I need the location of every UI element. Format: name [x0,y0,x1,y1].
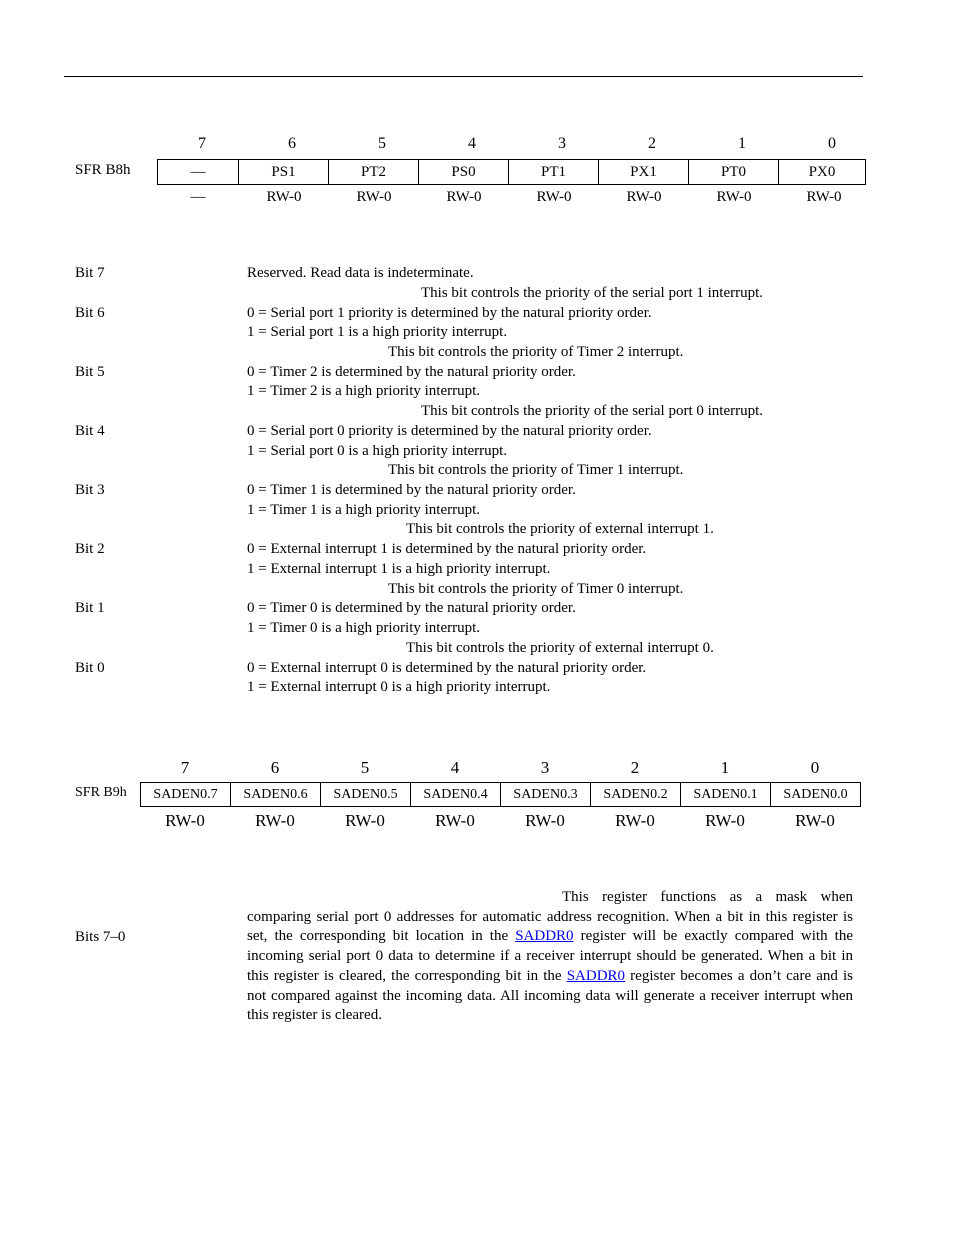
access-value: RW-0 [446,189,482,205]
bit-label: Bit 5 [75,364,105,380]
bit-number: 4 [468,135,476,152]
register-bit-cell: PS1 [239,160,329,185]
access-value: RW-0 [615,811,655,830]
bit-number: 1 [720,758,730,777]
register-bit-cell: SADEN0.0 [771,783,861,807]
access-value: RW-0 [255,811,295,830]
bit-description-heading: This bit controls the priority of external interrupt 0. [406,640,714,656]
register1-label: SFR B8h [75,162,131,178]
bit-description-line: 0 = Timer 0 is determined by the natural priority order. [247,600,576,616]
register-bit-cell: SADEN0.4 [411,783,501,807]
bit-number: 2 [648,135,656,152]
bit-description-heading: This bit controls the priority of Timer 2 interrupt. [388,344,684,360]
access-value: — [190,189,206,205]
bit-description-line: 0 = Serial port 1 priority is determined by the natural priority order. [247,305,652,321]
access-value: RW-0 [536,189,572,205]
bit-description-heading: This bit controls the priority of external interrupt 1. [406,521,714,537]
bit-description-line: 0 = External interrupt 1 is determined by the natural priority order. [247,541,647,557]
saddr0-link[interactable]: SADDR0 [515,928,574,945]
access-value: RW-0 [165,811,205,830]
bit-number: 5 [360,758,370,777]
register-bit-cell: SADEN0.1 [681,783,771,807]
register1-bit-numbers [157,135,877,153]
bit-number: 7 [180,758,190,777]
bit-description-line: 1 = Serial port 0 is a high priority interrupt. [247,443,508,459]
bit-number: 3 [558,135,566,152]
register-bit-cell: SADEN0.6 [231,783,321,807]
bit-number: 6 [270,758,280,777]
bit-description-line: 1 = Timer 1 is a high priority interrupt. [247,502,481,518]
access-value: RW-0 [356,189,392,205]
register2-bit-numbers [140,758,860,778]
bit-description-line: 0 = Timer 1 is determined by the natural priority order. [247,482,576,498]
header-rule [64,76,863,77]
bit-description-heading: This bit controls the priority of Timer 0 interrupt. [388,581,684,597]
access-value: RW-0 [716,189,752,205]
bit-description-line: 1 = External interrupt 1 is a high priority interrupt. [247,561,551,577]
bit-description-heading: This bit controls the priority of Timer 1 interrupt. [388,462,684,478]
bit-label: Bit 1 [75,600,105,616]
bit-label: Bit 4 [75,423,105,439]
bit-label: Bit 7 [75,265,105,281]
bit-label: Bits 7–0 [75,929,126,945]
register-bit-cell: PX0 [779,160,866,185]
access-value: RW-0 [525,811,565,830]
bit-number: 3 [540,758,550,777]
register-bit-cell: SADEN0.5 [321,783,411,807]
bit-description-line: 0 = External interrupt 0 is determined by the natural priority order. [247,660,647,676]
register2-label: SFR B9h [75,785,127,800]
saden-intro: This register functions as a mask when [562,889,853,905]
saden-text-1: comparing serial port 0 addresses for automatic address recognition. When a bit in this register is set, the corresponding bit location in the [247,908,853,945]
bit-description-heading: This bit controls the priority of the serial port 1 interrupt. [421,285,764,301]
register2-table [140,782,861,807]
bit-description-line: 1 = External interrupt 0 is a high priority interrupt. [247,679,551,695]
saden-text-3: register becomes a don’t care and is not compared against the incoming data. All incoming data will generate a receiver interrupt when this register is cleared. [247,967,853,1024]
access-value: RW-0 [435,811,475,830]
bit-label: Bit 3 [75,482,105,498]
register-bit-cell: SADEN0.3 [501,783,591,807]
bit-label: Bit 6 [75,305,105,321]
saden-description [247,888,853,1026]
bit-number: 7 [198,135,206,152]
access-value: RW-0 [626,189,662,205]
bit-description-line: 0 = Serial port 0 priority is determined by the natural priority order. [247,423,652,439]
register-bit-cell: SADEN0.7 [141,783,231,807]
register-bit-cell: PT0 [689,160,779,185]
bit-description-line: 1 = Timer 0 is a high priority interrupt. [247,620,481,636]
bit-number: 0 [810,758,820,777]
register1-access [157,189,869,206]
bit-description-line: 0 = Timer 2 is determined by the natural priority order. [247,364,576,380]
register-bit-cell: PX1 [599,160,689,185]
bit-number: 0 [828,135,836,152]
bit-description-line: 1 = Serial port 1 is a high priority interrupt. [247,324,508,340]
bit-number: 4 [450,758,460,777]
bit-description-line: Reserved. Read data is indeterminate. [247,265,474,281]
bit-description-line: 1 = Timer 2 is a high priority interrupt. [247,383,481,399]
bit-number: 1 [738,135,746,152]
access-value: RW-0 [266,189,302,205]
bit-label: Bit 0 [75,660,105,676]
register-bit-cell: PS0 [419,160,509,185]
register2-access [140,811,860,831]
bit-description-heading: This bit controls the priority of the serial port 0 interrupt. [421,403,764,419]
register1-table [157,159,866,185]
register-bit-cell: — [158,160,239,185]
access-value: RW-0 [705,811,745,830]
register-bit-cell: PT1 [509,160,599,185]
saddr0-link[interactable]: SADDR0 [566,967,626,984]
register-bit-cell: PT2 [329,160,419,185]
register-bit-cell: SADEN0.2 [591,783,681,807]
saden-text-2: register will be exactly compared with the incoming serial port 0 data to determine if a receiver interrupt should be generated. When a bit in this register is cleared, the corresponding bit in the [247,928,853,984]
bit-number: 5 [378,135,386,152]
access-value: RW-0 [345,811,385,830]
bit-number: 6 [288,135,296,152]
bit-number: 2 [630,758,640,777]
bit-label: Bit 2 [75,541,105,557]
access-value: RW-0 [806,189,842,205]
access-value: RW-0 [795,811,835,830]
